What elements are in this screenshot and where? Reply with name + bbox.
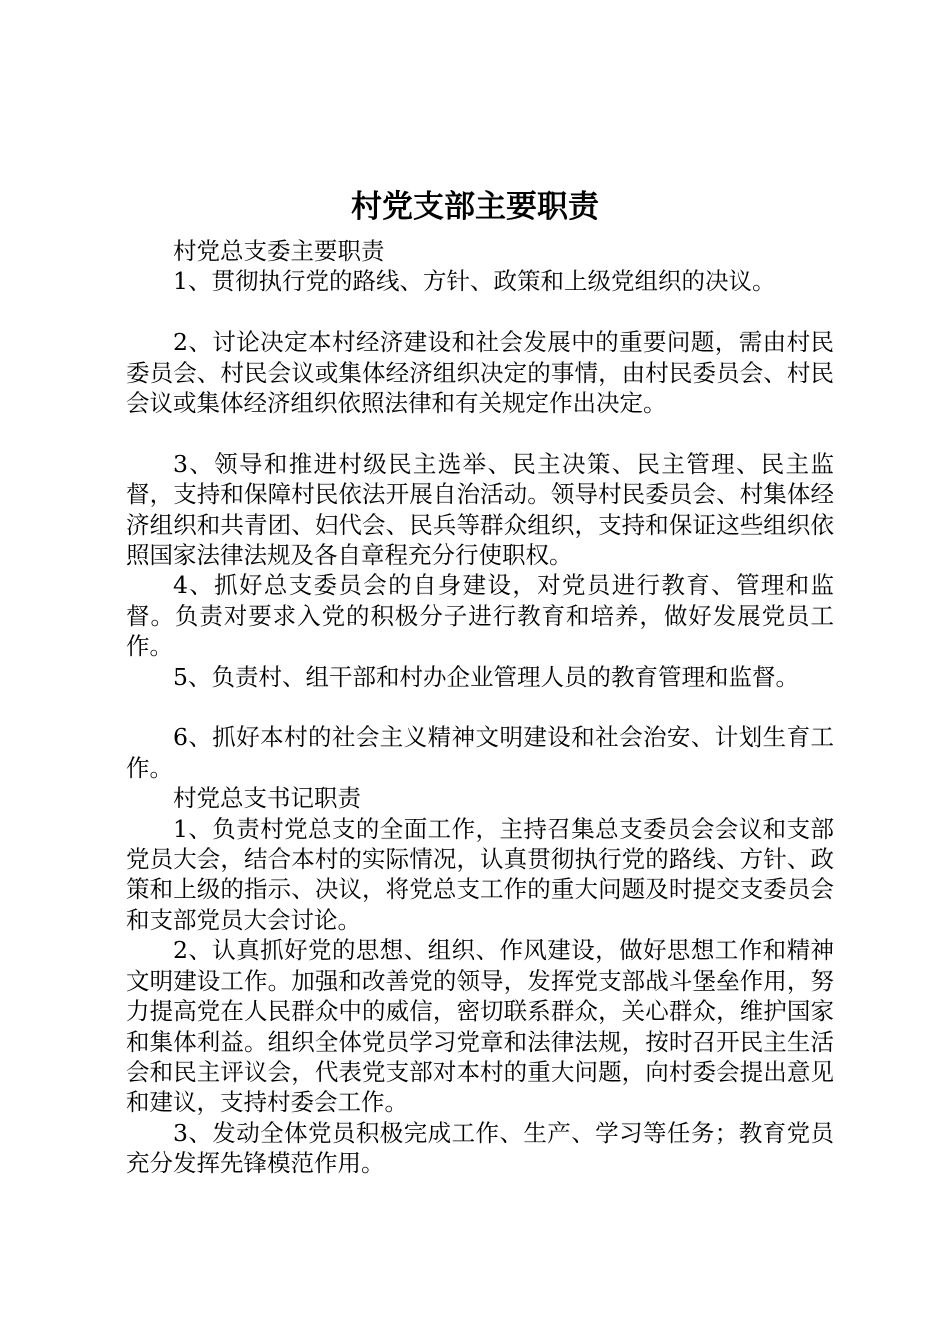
- paragraph: 3、领导和推进村级民主选举、民主决策、民主管理、民主监督，支持和保障村民依法开展自治活动。领导村民委员会、村集体经济组织和共青团、妇代会、民兵等群众组织，支持和保证这些组织依照国家法律法规及各自章程充分行使职权。: [126, 449, 834, 570]
- paragraph: 4、抓好总支委员会的自身建设，对党员进行教育、管理和监督。负责对要求入党的积极分子进行教育和培养，做好发展党员工作。: [126, 571, 834, 661]
- paragraph: 5、负责村、组干部和村办企业管理人员的教育管理和监督。: [173, 662, 799, 691]
- section-heading-committee: 村党总支委主要职责: [173, 237, 385, 265]
- paragraph: 2、认真抓好党的思想、组织、作风建设，做好思想工作和精神文明建设工作。加强和改善党的领导，发挥党支部战斗堡垒作用，努力提高党在人民群众中的威信，密切联系群众，关心群众，维护国家和集体利益。组织全体党员学习党章和法律法规，按时召开民主生活会和民主评议会，代表党支部对本村的重大问题，向村委会提出意见和建议，支持村委会工作。: [126, 936, 834, 1117]
- paragraph: 3、发动全体党员积极完成工作、生产、学习等任务；教育党员充分发挥先锋模范作用。: [126, 1118, 834, 1178]
- paragraph: 2、讨论决定本村经济建设和社会发展中的重要问题，需由村民委员会、村民会议或集体经济组织决定的事情，由村民委员会、村民会议或集体经济组织依照法律和有关规定作出决定。: [126, 328, 834, 418]
- section-heading-secretary: 村党总支书记职责: [173, 784, 361, 813]
- document-body: [126, 236, 834, 1179]
- document-title: 村党支部主要职责: [351, 189, 599, 225]
- paragraph: 1、贯彻执行党的路线、方针、政策和上级党组织的决议。: [173, 267, 776, 296]
- paragraph: 6、抓好本村的社会主义精神文明建设和社会治安、计划生育工作。: [126, 723, 834, 782]
- paragraph: 1、负责村党总支的全面工作，主持召集总支委员会会议和支部党员大会，结合本村的实际情况，认真贯彻执行党的路线、方针、政策和上级的指示、决议，将党总支工作的重大问题及时提交支委员会和支部党员大会讨论。: [126, 814, 834, 934]
